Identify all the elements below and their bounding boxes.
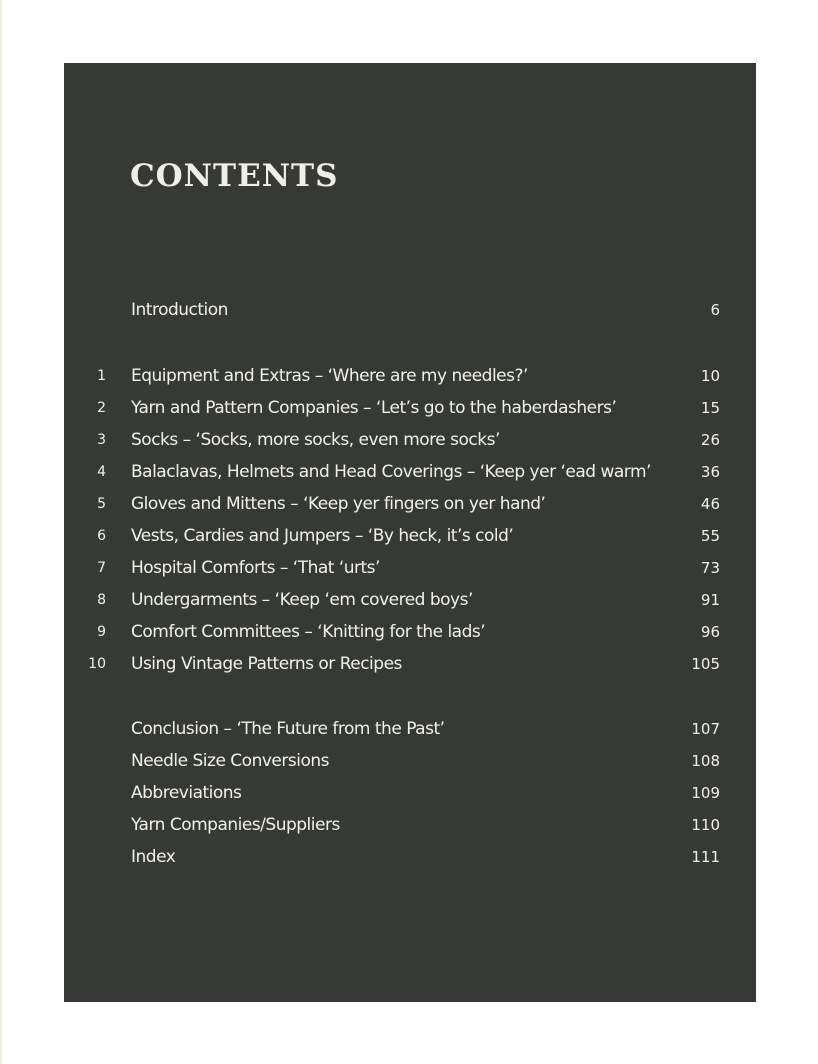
chapter-number: 4: [97, 464, 106, 480]
toc-entry-label: Undergarments – ‘Keep ‘em covered boys’: [131, 590, 473, 610]
toc-entry-label: Balaclavas, Helmets and Head Coverings – ‘Keep yer ‘ead warm’: [131, 462, 651, 482]
toc-entry-needle-size-conversions[interactable]: [64, 749, 756, 773]
toc-entry-page: 15: [700, 399, 720, 417]
toc-entry-label: Equipment and Extras – ‘Where are my needles?’: [131, 366, 528, 386]
toc-entry-label: Vests, Cardies and Jumpers – ‘By heck, it’s cold’: [131, 526, 514, 546]
toc-entry-label: Abbreviations: [131, 783, 242, 803]
chapter-number: 3: [97, 432, 106, 448]
toc-entry-page: 107: [691, 720, 720, 738]
chapter-number: 8: [97, 592, 106, 608]
toc-entry-page: 109: [691, 784, 720, 802]
chapter-number: 1: [97, 368, 106, 384]
toc-entry-chapter-5[interactable]: [64, 492, 756, 516]
toc-entry-label: Gloves and Mittens – ‘Keep yer fingers on yer hand’: [131, 494, 546, 514]
toc-entry-yarn-companies-suppliers[interactable]: [64, 813, 756, 837]
toc-entry-page: 55: [700, 527, 720, 545]
toc-entry-page: 111: [691, 848, 720, 866]
chapter-number: 6: [97, 528, 106, 544]
chapter-number: 2: [97, 400, 106, 416]
toc-entry-chapter-2[interactable]: [64, 396, 756, 420]
page-title: CONTENTS: [130, 158, 339, 194]
toc-entry-label: Conclusion – ‘The Future from the Past’: [131, 719, 445, 739]
toc-entry-label: Comfort Committees – ‘Knitting for the lads’: [131, 622, 486, 642]
toc-entry-page: 108: [691, 752, 720, 770]
toc-entry-conclusion[interactable]: [64, 717, 756, 741]
toc-entry-page: 110: [691, 816, 720, 834]
toc-entry-index[interactable]: [64, 845, 756, 869]
toc-entry-label: Yarn Companies/Suppliers: [131, 815, 340, 835]
toc-entry-page: 6: [710, 301, 720, 319]
toc-entry-page: 46: [700, 495, 720, 513]
toc-entry-page: 36: [700, 463, 720, 481]
chapter-number: 7: [97, 560, 106, 576]
chapter-number: 9: [97, 624, 106, 640]
toc-entry-label: Needle Size Conversions: [131, 751, 329, 771]
toc-entry-label: Index: [131, 847, 176, 867]
toc-entry-page: 73: [700, 559, 720, 577]
toc-entry-page: 105: [691, 655, 720, 673]
chapter-number: 10: [88, 656, 106, 672]
toc-entry-label: Using Vintage Patterns or Recipes: [131, 654, 402, 674]
toc-entry-chapter-10[interactable]: [64, 652, 756, 676]
page-edge: [0, 0, 2, 1064]
toc-entry-chapter-1[interactable]: [64, 364, 756, 388]
chapter-number: 5: [97, 496, 106, 512]
toc-entry-chapter-9[interactable]: [64, 620, 756, 644]
toc-entry-page: 26: [700, 431, 720, 449]
toc-entry-label: Introduction: [131, 300, 228, 320]
toc-entry-introduction[interactable]: [64, 298, 756, 322]
toc-entry-page: 91: [700, 591, 720, 609]
toc-entry-label: Yarn and Pattern Companies – ‘Let’s go to the haberdashers’: [131, 398, 617, 418]
toc-entry-label: Hospital Comforts – ‘That ‘urts’: [131, 558, 380, 578]
toc-entry-chapter-8[interactable]: [64, 588, 756, 612]
toc-entry-page: 96: [700, 623, 720, 641]
toc-entry-chapter-4[interactable]: [64, 460, 756, 484]
toc-entry-chapter-6[interactable]: [64, 524, 756, 548]
toc-entry-chapter-7[interactable]: [64, 556, 756, 580]
toc-entry-page: 10: [700, 367, 720, 385]
toc-entry-abbreviations[interactable]: [64, 781, 756, 805]
contents-page: [64, 63, 756, 1002]
toc-entry-label: Socks – ‘Socks, more socks, even more socks’: [131, 430, 500, 450]
toc-entry-chapter-3[interactable]: [64, 428, 756, 452]
